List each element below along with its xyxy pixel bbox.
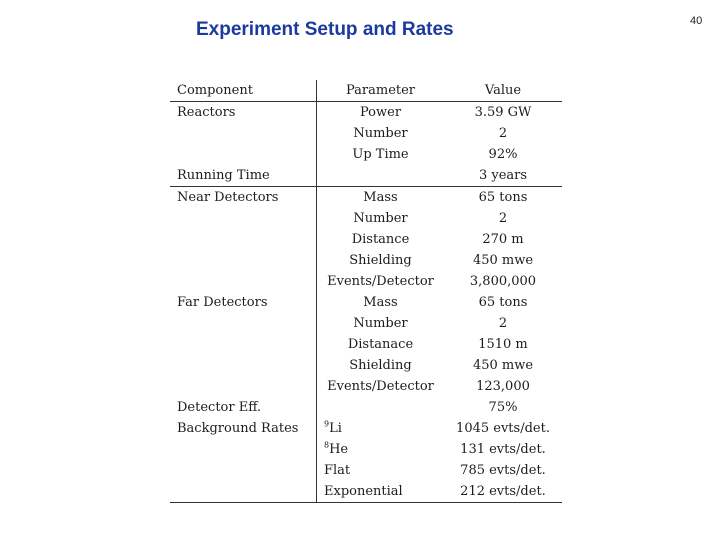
parameter-cell: Number (317, 313, 445, 334)
component-cell (170, 481, 317, 503)
header-component: Component (177, 83, 253, 98)
value-cell: 2 (498, 126, 508, 141)
parameter-cell: Number (317, 123, 445, 144)
table-row (170, 250, 562, 271)
value-cell: 785 evts/det. (460, 463, 546, 478)
component-cell (170, 334, 317, 355)
table-row (170, 460, 562, 481)
parameter-cell: Mass (317, 292, 445, 313)
parameter-cell (317, 418, 445, 439)
component-cell: Far Detectors (177, 295, 268, 310)
isotope-symbol: Li (329, 421, 342, 436)
value-cell: 1510 m (478, 337, 528, 352)
value-cell: 3,800,000 (469, 274, 537, 289)
parameter-cell: Distanace (317, 334, 445, 355)
table-row (170, 165, 562, 187)
value-cell: 1045 evts/det. (456, 421, 550, 436)
value-cell: 65 tons (444, 187, 562, 209)
page-number: 40 (690, 15, 703, 27)
component-cell: Near Detectors (170, 187, 317, 209)
component-cell (170, 271, 317, 292)
parameter-cell: Number (317, 208, 445, 229)
table-row (170, 144, 562, 165)
parameter-cell: Events/Detector (317, 271, 445, 292)
table-row (170, 397, 562, 418)
table-row (170, 376, 562, 397)
value-cell: 92% (488, 147, 518, 162)
table-row (170, 271, 562, 292)
parameter-cell: Power (317, 102, 445, 124)
value-cell: 3.59 GW (474, 105, 532, 120)
parameter-cell (317, 397, 445, 418)
value-cell: 212 evts/det. (444, 481, 562, 503)
table-row (170, 313, 562, 334)
table-row (170, 334, 562, 355)
parameter-cell: Exponential (317, 481, 445, 503)
value-cell: 270 m (482, 232, 524, 247)
experiment-rates-table (170, 80, 562, 503)
value-cell: 123,000 (476, 379, 530, 394)
component-cell: Background Rates (177, 421, 299, 436)
table-body (170, 102, 562, 503)
parameter-cell: Flat (317, 460, 445, 481)
table-row (170, 355, 562, 376)
isotope-mass-number: 9 (324, 419, 330, 429)
value-cell: 131 evts/det. (460, 442, 546, 457)
component-cell (170, 250, 317, 271)
component-cell (170, 439, 317, 460)
table-row (170, 102, 562, 124)
component-cell (170, 208, 317, 229)
value-cell: 65 tons (478, 295, 528, 310)
component-cell (170, 460, 317, 481)
table-row (170, 187, 562, 209)
value-cell: 2 (498, 211, 508, 226)
table-header (170, 80, 562, 102)
header-parameter: Parameter (317, 80, 445, 102)
table-row (170, 123, 562, 144)
isotope-symbol: He (329, 442, 349, 457)
table-row (170, 208, 562, 229)
parameter-cell: Mass (317, 187, 445, 209)
value-cell: 450 mwe (472, 358, 534, 373)
value-cell: 75% (488, 400, 518, 415)
value-cell: 3 years (478, 168, 528, 183)
component-cell (170, 376, 317, 397)
parameter-cell: Distance (317, 229, 445, 250)
parameter-cell (317, 439, 445, 460)
component-cell (170, 144, 317, 165)
table-row (170, 439, 562, 460)
table-row (170, 418, 562, 439)
table-row (170, 229, 562, 250)
isotope-mass-number: 8 (324, 440, 330, 450)
slide-title: Experiment Setup and Rates (196, 19, 454, 40)
component-cell: Running Time (177, 168, 270, 183)
table-row (170, 481, 562, 503)
component-cell: Reactors (177, 105, 236, 120)
parameter-cell: Events/Detector (317, 376, 445, 397)
value-cell: 2 (498, 316, 508, 331)
component-cell (170, 355, 317, 376)
component-cell (170, 229, 317, 250)
header-value: Value (484, 83, 522, 98)
table-row (170, 292, 562, 313)
parameter-cell (317, 165, 445, 187)
parameter-cell: Up Time (317, 144, 445, 165)
component-cell: Detector Eff. (177, 400, 262, 415)
value-cell: 450 mwe (472, 253, 534, 268)
parameter-cell: Shielding (317, 355, 445, 376)
header-row (170, 80, 562, 102)
component-cell (170, 313, 317, 334)
parameter-cell: Shielding (317, 250, 445, 271)
component-cell (170, 123, 317, 144)
